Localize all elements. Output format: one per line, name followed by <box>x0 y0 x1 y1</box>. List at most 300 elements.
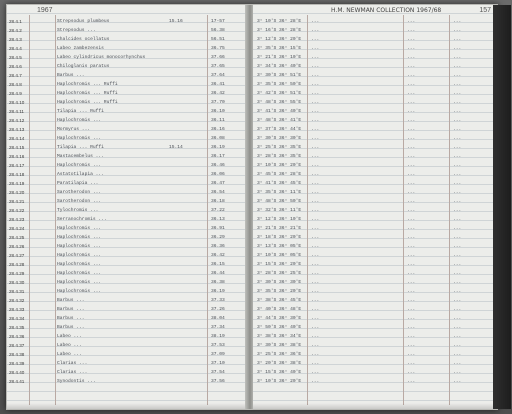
register-row <box>7 62 247 71</box>
species-name: Haplochromis ... <box>57 271 102 276</box>
register-row <box>7 17 247 26</box>
register-row <box>253 35 497 44</box>
collector: ... <box>453 91 462 96</box>
register-row <box>7 242 247 251</box>
reference-number: 36.36 <box>211 244 225 249</box>
reference-number: 37.64 <box>211 73 225 78</box>
register-row <box>7 251 247 260</box>
register-row <box>7 260 247 269</box>
collector: ... <box>453 127 462 132</box>
collection-date: ... <box>407 127 416 132</box>
register-row <box>253 269 497 278</box>
collector: ... <box>453 334 462 339</box>
coordinates: 3° 13'S 36° 05'E <box>257 244 302 249</box>
register-number: 28.4.25 <box>9 235 25 240</box>
register-row <box>253 332 497 341</box>
reference-number: 36.47 <box>211 181 225 186</box>
register-row <box>7 80 247 89</box>
register-row <box>253 26 497 35</box>
reference-number: 36.29 <box>211 235 225 240</box>
register-row <box>253 134 497 143</box>
coordinates: 3° 48'S 36° 41'E <box>257 118 302 123</box>
coordinates: 3° 38'S 36° 34'E <box>257 334 302 339</box>
register-row <box>7 134 247 143</box>
register-number: 28.4.24 <box>9 226 25 231</box>
register-number: 28.4.8 <box>9 82 22 87</box>
reference-number: 36.18 <box>211 199 225 204</box>
register-row <box>253 305 497 314</box>
register-row <box>7 359 247 368</box>
species-name: Sarotherodon ... <box>57 199 102 204</box>
reference-number: 36.19 <box>211 145 225 150</box>
register-number: 28.4.35 <box>9 325 25 330</box>
locality: ... <box>311 316 320 321</box>
register-number: 28.4.30 <box>9 280 25 285</box>
register-row <box>253 206 497 215</box>
register-row <box>253 350 497 359</box>
coordinates: 3° 42'S 36° 51'E <box>257 91 302 96</box>
register-row <box>7 35 247 44</box>
species-name: Tylochromis ... <box>57 208 99 213</box>
locality: ... <box>311 181 320 186</box>
register-row <box>7 53 247 62</box>
coordinates: 3° 35'S 36° 50'E <box>257 82 302 87</box>
collection-date: ... <box>407 199 416 204</box>
collection-date: ... <box>407 289 416 294</box>
register-row <box>7 323 247 332</box>
collector: ... <box>453 343 462 348</box>
collector: ... <box>453 370 462 375</box>
reference-number: 37.66 <box>211 55 225 60</box>
species-name: Labeo ... <box>57 334 82 339</box>
reference-number: 37.70 <box>211 100 225 105</box>
register-row <box>7 107 247 116</box>
species-name: Chalcides ocellatus <box>57 37 110 42</box>
species-name: Haplochromis ... <box>57 118 102 123</box>
locality: ... <box>311 361 320 366</box>
register-number: 28.4.15 <box>9 145 25 150</box>
register-number: 28.4.38 <box>9 352 25 357</box>
register-number: 28.4.3 <box>9 37 22 42</box>
collection-date: ... <box>407 208 416 213</box>
collector: ... <box>453 181 462 186</box>
locality: ... <box>311 253 320 258</box>
register-row <box>253 116 497 125</box>
collection-date: ... <box>407 307 416 312</box>
register-number: 28.4.4 <box>9 46 22 51</box>
collector: ... <box>453 244 462 249</box>
register-row <box>253 143 497 152</box>
locality: ... <box>311 118 320 123</box>
species-name: Chiloglanis paratus <box>57 64 110 69</box>
coordinates: 3° 30'S 36° 51'E <box>257 73 302 78</box>
coordinates: 3° 10'S 36° 05'E <box>257 253 302 258</box>
register-row <box>253 107 497 116</box>
locality: ... <box>311 280 320 285</box>
register-row <box>253 71 497 80</box>
collection-date: ... <box>407 217 416 222</box>
species-name: Haplochromis ... <box>57 262 102 267</box>
collector: ... <box>453 253 462 258</box>
collection-date: ... <box>407 361 416 366</box>
reference-number: 36.13 <box>211 217 225 222</box>
register-row <box>7 89 247 98</box>
collection-date: ... <box>407 46 416 51</box>
locality: ... <box>311 100 320 105</box>
reference-number: 37.53 <box>211 343 225 348</box>
locality: ... <box>311 82 320 87</box>
reference-number: 37.34 <box>211 325 225 330</box>
register-number: 28.4.37 <box>9 343 25 348</box>
locality: ... <box>311 64 320 69</box>
collector: ... <box>453 37 462 42</box>
reference-number: 36.54 <box>211 190 225 195</box>
coordinates: 3° 12'S 36° 20'E <box>257 37 302 42</box>
register-number: 28.4.41 <box>9 379 25 384</box>
coordinates: 3° 21'S 36° 10'E <box>257 55 302 60</box>
locality: ... <box>311 370 320 375</box>
left-register-rows <box>7 17 247 386</box>
right-page <box>253 5 497 409</box>
register-number: 28.4.12 <box>9 118 25 123</box>
collector: ... <box>453 118 462 123</box>
register-number: 28.4.13 <box>9 127 25 132</box>
coordinates: 3° 45'S 36° 28'E <box>257 172 302 177</box>
collector: ... <box>453 235 462 240</box>
locality: ... <box>311 136 320 141</box>
register-row <box>253 125 497 134</box>
register-row <box>7 26 247 35</box>
register-row <box>253 368 497 377</box>
collector: ... <box>453 163 462 168</box>
locality: ... <box>311 244 320 249</box>
coordinates: 3° 41'S 36° 40'E <box>257 109 302 114</box>
coordinates: 3° 41'S 36° 45'E <box>257 181 302 186</box>
register-number: 28.4.7 <box>9 73 22 78</box>
collector: ... <box>453 271 462 276</box>
register-number: 28.4.17 <box>9 163 25 168</box>
reference-number: 36.06 <box>211 172 225 177</box>
reference-number: 36.38 <box>211 280 225 285</box>
collector: ... <box>453 361 462 366</box>
register-row <box>7 206 247 215</box>
species-name: Paratilapia ... <box>57 181 99 186</box>
collection-date: ... <box>407 190 416 195</box>
coordinates: 3° 28'S 36° 35'E <box>257 154 302 159</box>
collection-date: ... <box>407 55 416 60</box>
register-row <box>253 80 497 89</box>
register-row <box>7 305 247 314</box>
locality: ... <box>311 343 320 348</box>
collector: ... <box>453 199 462 204</box>
locality: ... <box>311 289 320 294</box>
species-name: Strepsodus ... <box>57 28 96 33</box>
locality: ... <box>311 154 320 159</box>
collector: ... <box>453 298 462 303</box>
species-name: Haplochromis ... Ruffi <box>57 91 118 96</box>
collector: ... <box>453 280 462 285</box>
species-name: Barbus ... <box>57 307 85 312</box>
species-name: Haplochromis ... <box>57 163 102 168</box>
coordinates: 3° 10'S 36° 20'E <box>257 163 302 168</box>
species-name: Tilapia ... Ruffi <box>57 145 104 150</box>
collector: ... <box>453 379 462 384</box>
collection-date: ... <box>407 370 416 375</box>
register-row <box>7 314 247 323</box>
collector: ... <box>453 136 462 141</box>
locality: ... <box>311 109 320 114</box>
register-number: 28.4.40 <box>9 370 25 375</box>
collection-date: ... <box>407 334 416 339</box>
register-number: 28.4.9 <box>9 91 22 96</box>
species-name: Haplochromis ... Ruffi <box>57 82 118 87</box>
register-row <box>7 161 247 170</box>
register-row <box>253 260 497 269</box>
coordinates: 3° 12'S 36° 10'E <box>257 217 302 222</box>
locality: ... <box>311 37 320 42</box>
register-number: 28.4.31 <box>9 289 25 294</box>
collection-date: ... <box>407 82 416 87</box>
species-name: Labeo cylindricus monocorhynchus <box>57 55 146 60</box>
collection-date: ... <box>407 181 416 186</box>
coordinates: 3° 32'S 36° 11'E <box>257 208 302 213</box>
locality: ... <box>311 163 320 168</box>
locality: ... <box>311 172 320 177</box>
register-row <box>7 188 247 197</box>
register-row <box>7 368 247 377</box>
right-page-number: 157 <box>479 7 491 14</box>
collector: ... <box>453 73 462 78</box>
locality: ... <box>311 19 320 24</box>
coordinates: 3° 48'S 36° 55'E <box>257 100 302 105</box>
collection-date: ... <box>407 271 416 276</box>
register-row <box>253 179 497 188</box>
collection-date: ... <box>407 262 416 267</box>
reference-number: 38.19 <box>211 334 225 339</box>
register-number: 28.4.27 <box>9 253 25 258</box>
collector: ... <box>453 64 462 69</box>
collection-date: ... <box>407 145 416 150</box>
row-note: 15.16 <box>169 19 183 24</box>
species-name: Barbus ... <box>57 325 85 330</box>
species-name: Haplochromis ... <box>57 226 102 231</box>
locality: ... <box>311 298 320 303</box>
register-row <box>7 296 247 305</box>
coordinates: 3° 15'S 36° 20'E <box>257 262 302 267</box>
locality: ... <box>311 199 320 204</box>
collector: ... <box>453 307 462 312</box>
locality: ... <box>311 28 320 33</box>
coordinates: 3° 25'S 36° 35'E <box>257 145 302 150</box>
coordinates: 3° 35'S 36° 15'E <box>257 46 302 51</box>
species-name: Labeo zambezensis <box>57 46 104 51</box>
reference-number: 36.75 <box>211 46 225 51</box>
register-row <box>253 197 497 206</box>
collection-date: ... <box>407 235 416 240</box>
register-number: 28.4.2 <box>9 28 22 33</box>
register-row <box>253 242 497 251</box>
collector: ... <box>453 145 462 150</box>
species-name: Serranochromis ... <box>57 217 107 222</box>
register-number: 28.4.23 <box>9 217 25 222</box>
register-row <box>253 53 497 62</box>
register-row <box>7 287 247 296</box>
species-name: Haplochromis ... <box>57 235 102 240</box>
register-number: 28.4.36 <box>9 334 25 339</box>
open-ledger-book <box>6 4 498 410</box>
coordinates: 3° 28'S 36° 25'E <box>257 271 302 276</box>
collection-date: ... <box>407 343 416 348</box>
collector: ... <box>453 226 462 231</box>
species-name: Haplochromis ... <box>57 253 102 258</box>
coordinates: 3° 30'S 36° 38'E <box>257 343 302 348</box>
register-row <box>7 350 247 359</box>
species-name: Clarias ... <box>57 361 88 366</box>
collection-date: ... <box>407 118 416 123</box>
collection-date: ... <box>407 316 416 321</box>
register-row <box>253 161 497 170</box>
register-row <box>253 251 497 260</box>
register-row <box>253 98 497 107</box>
register-number: 28.4.5 <box>9 55 22 60</box>
register-row <box>7 224 247 233</box>
coordinates: 3° 16'S 36° 28'E <box>257 28 302 33</box>
species-name: Barbus ... <box>57 298 85 303</box>
locality: ... <box>311 271 320 276</box>
collector: ... <box>453 217 462 222</box>
register-number: 28.4.1 <box>9 19 22 24</box>
coordinates: 3° 35'S 36° 11'E <box>257 190 302 195</box>
coordinates: 3° 34'S 36° 40'E <box>257 64 302 69</box>
register-row <box>253 89 497 98</box>
reference-number: 37.65 <box>211 64 225 69</box>
reference-number: 36.15 <box>211 262 225 267</box>
register-row <box>7 143 247 152</box>
species-name: Sarotherodon ... <box>57 190 102 195</box>
collection-date: ... <box>407 325 416 330</box>
coordinates: 3° 48'S 36° 50'E <box>257 199 302 204</box>
species-name: Haplochromis ... <box>57 289 102 294</box>
species-name: Clarias ... <box>57 370 88 375</box>
collection-date: ... <box>407 100 416 105</box>
locality: ... <box>311 334 320 339</box>
register-row <box>253 314 497 323</box>
right-page-title: H.M. NEWMAN COLLECTION 1967/68 <box>331 7 442 14</box>
coordinates: 3° 38'S 36° 45'E <box>257 298 302 303</box>
coordinates: 3° 30'S 36° 30'E <box>257 280 302 285</box>
reference-number: 37.33 <box>211 298 225 303</box>
register-row <box>7 197 247 206</box>
register-number: 28.4.34 <box>9 316 25 321</box>
collection-date: ... <box>407 19 416 24</box>
collector: ... <box>453 262 462 267</box>
register-row <box>253 170 497 179</box>
reference-number: 36.41 <box>211 82 225 87</box>
locality: ... <box>311 73 320 78</box>
reference-number: 17-57 <box>211 19 225 24</box>
register-row <box>253 296 497 305</box>
locality: ... <box>311 352 320 357</box>
register-number: 28.4.6 <box>9 64 22 69</box>
binder-edge <box>493 5 511 409</box>
reference-number: 36.91 <box>211 226 225 231</box>
species-name: Synodontis ... <box>57 379 96 384</box>
register-row <box>7 152 247 161</box>
collection-date: ... <box>407 154 416 159</box>
coordinates: 3° 50'S 36° 40'E <box>257 325 302 330</box>
reference-number: 37.54 <box>211 370 225 375</box>
register-row <box>253 341 497 350</box>
collection-date: ... <box>407 172 416 177</box>
register-row <box>253 215 497 224</box>
collector: ... <box>453 46 462 51</box>
collection-date: ... <box>407 226 416 231</box>
coordinates: 3° 25'S 36° 36'E <box>257 352 302 357</box>
register-number: 28.4.33 <box>9 307 25 312</box>
register-number: 28.4.32 <box>9 298 25 303</box>
register-row <box>7 44 247 53</box>
coordinates: 3° 20'S 36° 38'E <box>257 361 302 366</box>
register-row <box>253 62 497 71</box>
collection-date: ... <box>407 91 416 96</box>
register-number: 28.4.26 <box>9 244 25 249</box>
locality: ... <box>311 145 320 150</box>
coordinates: 3° 40'S 36° 48'E <box>257 307 302 312</box>
species-name: Strepsodus plumbeus <box>57 19 110 24</box>
collection-date: ... <box>407 352 416 357</box>
register-row <box>253 152 497 161</box>
species-name: Tilapia ... Ruffi <box>57 109 104 114</box>
register-number: 28.4.20 <box>9 190 25 195</box>
locality: ... <box>311 91 320 96</box>
collector: ... <box>453 82 462 87</box>
register-number: 28.4.22 <box>9 208 25 213</box>
locality: ... <box>311 325 320 330</box>
register-row <box>7 215 247 224</box>
register-row <box>7 278 247 287</box>
locality: ... <box>311 226 320 231</box>
reference-number: 36.16 <box>211 127 225 132</box>
reference-number: 38.04 <box>211 316 225 321</box>
coordinates: 3° 35'S 36° 20'E <box>257 289 302 294</box>
collection-date: ... <box>407 244 416 249</box>
species-name: Astatotilapia ... <box>57 172 104 177</box>
collection-date: ... <box>407 64 416 69</box>
species-name: Labeo ... <box>57 343 82 348</box>
register-number: 28.4.19 <box>9 181 25 186</box>
coordinates: 3° 44'S 36° 30'E <box>257 316 302 321</box>
left-page-year: 1967 <box>37 7 53 14</box>
reference-number: 36.19 <box>211 289 225 294</box>
collector: ... <box>453 172 462 177</box>
reference-number: 36.46 <box>211 163 225 168</box>
species-name: Labeo ... <box>57 352 82 357</box>
collection-date: ... <box>407 253 416 258</box>
register-number: 28.4.18 <box>9 172 25 177</box>
collection-date: ... <box>407 298 416 303</box>
reference-number: 36.17 <box>211 154 225 159</box>
species-name: Haplochromis ... Ruffi <box>57 100 118 105</box>
reference-number: 56.51 <box>211 37 225 42</box>
locality: ... <box>311 190 320 195</box>
collector: ... <box>453 28 462 33</box>
register-row <box>253 377 497 386</box>
species-name: Barbus ... <box>57 73 85 78</box>
register-row <box>7 233 247 242</box>
register-row <box>253 359 497 368</box>
register-row <box>7 179 247 188</box>
register-number: 28.4.16 <box>9 154 25 159</box>
